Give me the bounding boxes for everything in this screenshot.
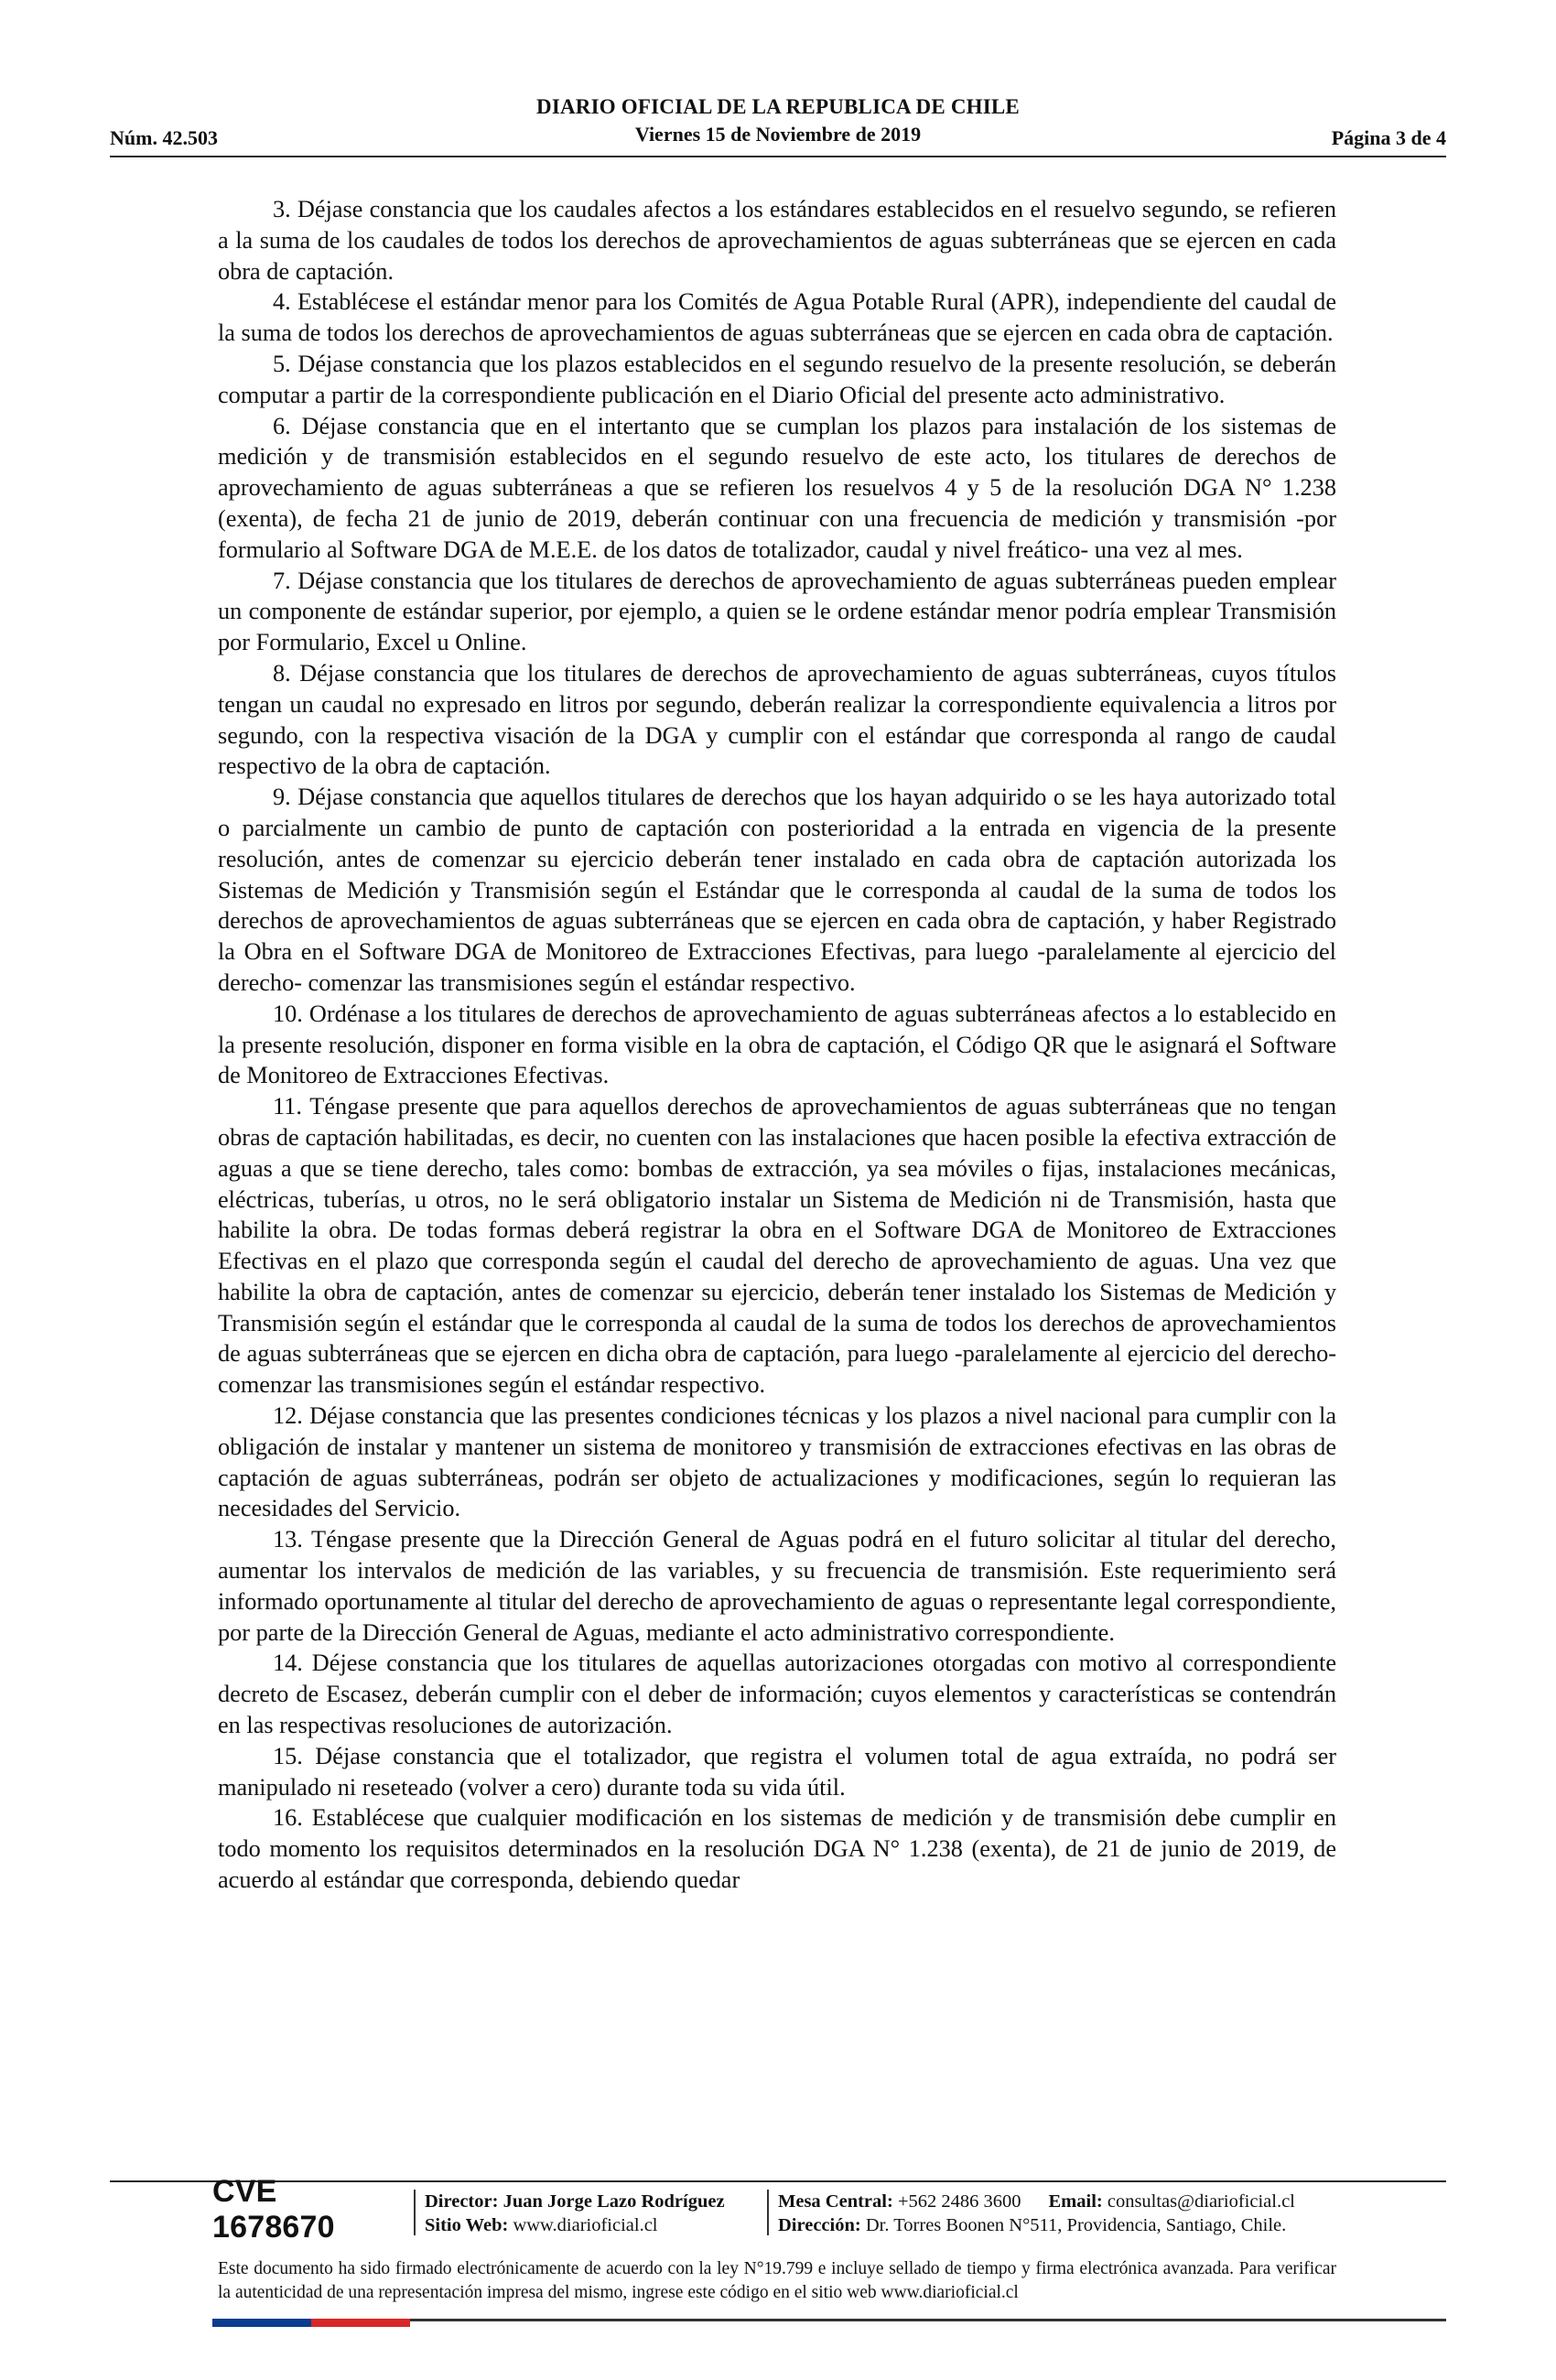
website-link[interactable]: www.diarioficial.cl — [513, 2215, 658, 2235]
cve-code: CVE 1678670 — [212, 2174, 335, 2245]
document-body — [218, 194, 1336, 1896]
issue-number: Núm. 42.503 — [110, 126, 218, 149]
paragraph-16: 16. Establécese que cualquier modificación en los sistemas de medición y de transmisión debe cumplir en todo momento los requisitos determinados en la resolución DGA N° 1.238 (exenta), de 21 de junio de 2019, de acuerdo al estándar que corresponda, debiendo quedar — [218, 1804, 1336, 1894]
page-indicator: Página 3 de 4 — [1331, 126, 1446, 149]
chile-flag-stripe — [212, 2319, 410, 2327]
director-name: Juan Jorge Lazo Rodríguez — [502, 2191, 725, 2212]
page-header — [110, 90, 1446, 157]
address-text: Dr. Torres Boonen N°511, Providencia, Santiago, Chile. — [865, 2215, 1287, 2235]
paragraph-9: 9. Déjase constancia que aquellos titulares de derechos que los hayan adquirido o se les haya autorizado total o parcialmente un cambio de punto de captación con posterioridad a la entrada en vigencia de la presente resolución, antes de comenzar su ejercicio deberán tener instalado en cada obra de captación autorizada los Sistemas de Medición y Transmisión según el Estándar que le corresponda al caudal de la suma de todos los derechos de aprovechamientos de aguas subterráneas que se ejercen en cada obra de captación, y haber Registrado la Obra en el Software DGA de Monitoreo de Extracciones Efectivas, para luego -paralelamente al ejercicio del derecho- comenzar las transmisiones según el estándar respectivo. — [218, 784, 1336, 996]
phone-label: Mesa Central: — [778, 2191, 893, 2212]
electronic-signature-note: Este documento ha sido firmado electrónicamente de acuerdo con la ley N°19.799 e incluye sellado de tiempo y firma electrónica avanzada. Para verificar la autenticidad de una representación impresa del mismo, ingrese este código en el sitio web www.diarioficial.cl — [218, 2259, 1336, 2302]
website-label: Sitio Web: — [425, 2215, 509, 2235]
paragraph-4: 4. Establécese el estándar menor para los Comités de Agua Potable Rural (APR), independiente del caudal de la suma de todos los derechos de aprovechamientos de aguas subterráneas que se ejercen en cada obra de captación. — [218, 288, 1336, 347]
paragraph-14: 14. Déjese constancia que los titulares de aquellas autorizaciones otorgadas con motivo al correspondiente decreto de Escasez, deberán cumplir con el deber de información; cuyos elementos y características se contendrán en las respectivas resoluciones de autorización. — [218, 1650, 1336, 1739]
paragraph-10: 10. Ordénase a los titulares de derechos de aprovechamiento de aguas subterráneas afectos a lo establecido en la presente resolución, disponer en forma visible en la obra de captación, el Código QR que le asignará el Software de Monitoreo de Extracciones Efectivas. — [218, 1000, 1336, 1089]
paragraph-6: 6. Déjase constancia que en el intertanto que se cumplan los plazos para instalación de los sistemas de medición y de transmisión establecidos en el segundo resuelvo de este acto, los titulares de derechos de aprovechamiento de aguas subterráneas a que se refieren los resuelvos 4 y 5 de la resolución DGA N° 1.238 (exenta), de fecha 21 de junio de 2019, deberán continuar con una frecuencia de medición y transmisión -por formulario al Software DGA de M.E.E. de los datos de totalizador, caudal y nivel freático- una vez al mes. — [218, 412, 1336, 563]
footer-separator — [414, 2190, 416, 2235]
director-label: Director: — [425, 2191, 499, 2212]
paragraph-12: 12. Déjase constancia que las presentes condiciones técnicas y los plazos a nivel nacional para cumplir con la obligación de instalar y mantener un sistema de monitoreo y transmisión de extracciones efectivas en las obras de captación de aguas subterráneas, podrán ser objeto de actualizaciones y modificaciones, según lo requieran las necesidades del Servicio. — [218, 1402, 1336, 1522]
contact-line — [778, 2190, 1295, 2213]
footer-director-block — [425, 2190, 725, 2237]
paragraph-5: 5. Déjase constancia que los plazos establecidos en el segundo resuelvo de la presente resolución, se deberán computar a partir de la correspondiente publicación en el Diario Oficial del presente acto administrativo. — [218, 350, 1336, 408]
paragraph-8: 8. Déjase constancia que los titulares de derechos de aprovechamiento de aguas subterráneas, cuyos títulos tengan un caudal no expresado en litros por segundo, deberán realizar la correspondiente equivalencia a litros por segundo, con la respectiva visación de la DGA y cumplir con el estándar que corresponda al rango de caudal respectivo de la obra de captación. — [218, 659, 1336, 780]
address-label: Dirección: — [778, 2215, 861, 2235]
footer-separator-2 — [767, 2190, 769, 2235]
paragraph-13: 13. Téngase presente que la Dirección General de Aguas podrá en el futuro solicitar al titular del derecho, aumentar los intervalos de medición de las variables, y su frecuencia de transmisión. Este requerimiento será informado oportunamente al titular del derecho de aprovechamiento de aguas o representante legal correspondiente, por parte de la Dirección General de Aguas, mediante el acto administrativo correspondiente. — [218, 1526, 1336, 1646]
paragraph-15: 15. Déjase constancia que el totalizador, que registra el volumen total de agua extraída, no podrá ser manipulado ni reseteado (volver a cero) durante toda su vida útil. — [218, 1742, 1336, 1801]
address-line — [778, 2213, 1295, 2237]
email-label: Email: — [1048, 2191, 1103, 2212]
publication-date: Viernes 15 de Noviembre de 2019 — [634, 123, 922, 146]
publication-title: DIARIO OFICIAL DE LA REPUBLICA DE CHILE — [536, 95, 1020, 118]
footer-contact-block — [778, 2190, 1295, 2237]
phone-number: +562 2486 3600 — [897, 2191, 1021, 2212]
paragraph-11: 11. Téngase presente que para aquellos derechos de aprovechamientos de aguas subterráneas que no tengan obras de captación habilitadas, es decir, no cuenten con las instalaciones que hacen posible la efectiva extracción de aguas a que se tiene derecho, tales como: bombas de extracción, ya sea móviles o fijas, instalaciones mecánicas, eléctricas, tuberías, u otros, no le será obligatorio instalar un Sistema de Medición ni de Transmisión, hasta que habilite la obra. De todas formas deberá registrar la obra en el Software DGA de Monitoreo de Extracciones Efectivas en el plazo que corresponda según el caudal del derecho de aprovechamiento de aguas. Una vez que habilite la obra de captación, antes de comenzar su ejercicio, deberán tener instalado los Sistemas de Medición y Transmisión según el estándar que le corresponda al caudal de la suma de todos los derechos de aprovechamientos de aguas subterráneas que se ejercen en dicha obra de captación, para luego -paralelamente al ejercicio del derecho- comenzar las transmisiones según el estándar respectivo. — [218, 1093, 1336, 1399]
flag-red-stripe — [311, 2319, 410, 2327]
website-line — [425, 2213, 725, 2237]
paragraph-3: 3. Déjase constancia que los caudales afectos a los estándares establecidos en el resuelvo segundo, se refieren a la suma de los caudales de todos los derechos de aprovechamientos de aguas subterráneas que se ejercen en cada obra de captación. — [218, 196, 1336, 285]
paragraph-7: 7. Déjase constancia que los titulares de derechos de aprovechamiento de aguas subterráneas pueden emplear un componente de estándar superior, por ejemplo, a quien se le ordene estándar menor podría emplear Transmisión por Formulario, Excel u Online. — [218, 567, 1336, 656]
flag-blue-stripe — [212, 2319, 311, 2327]
email-link[interactable]: consultas@diarioficial.cl — [1107, 2191, 1295, 2212]
director-line — [425, 2190, 725, 2213]
header-center — [110, 93, 1446, 148]
